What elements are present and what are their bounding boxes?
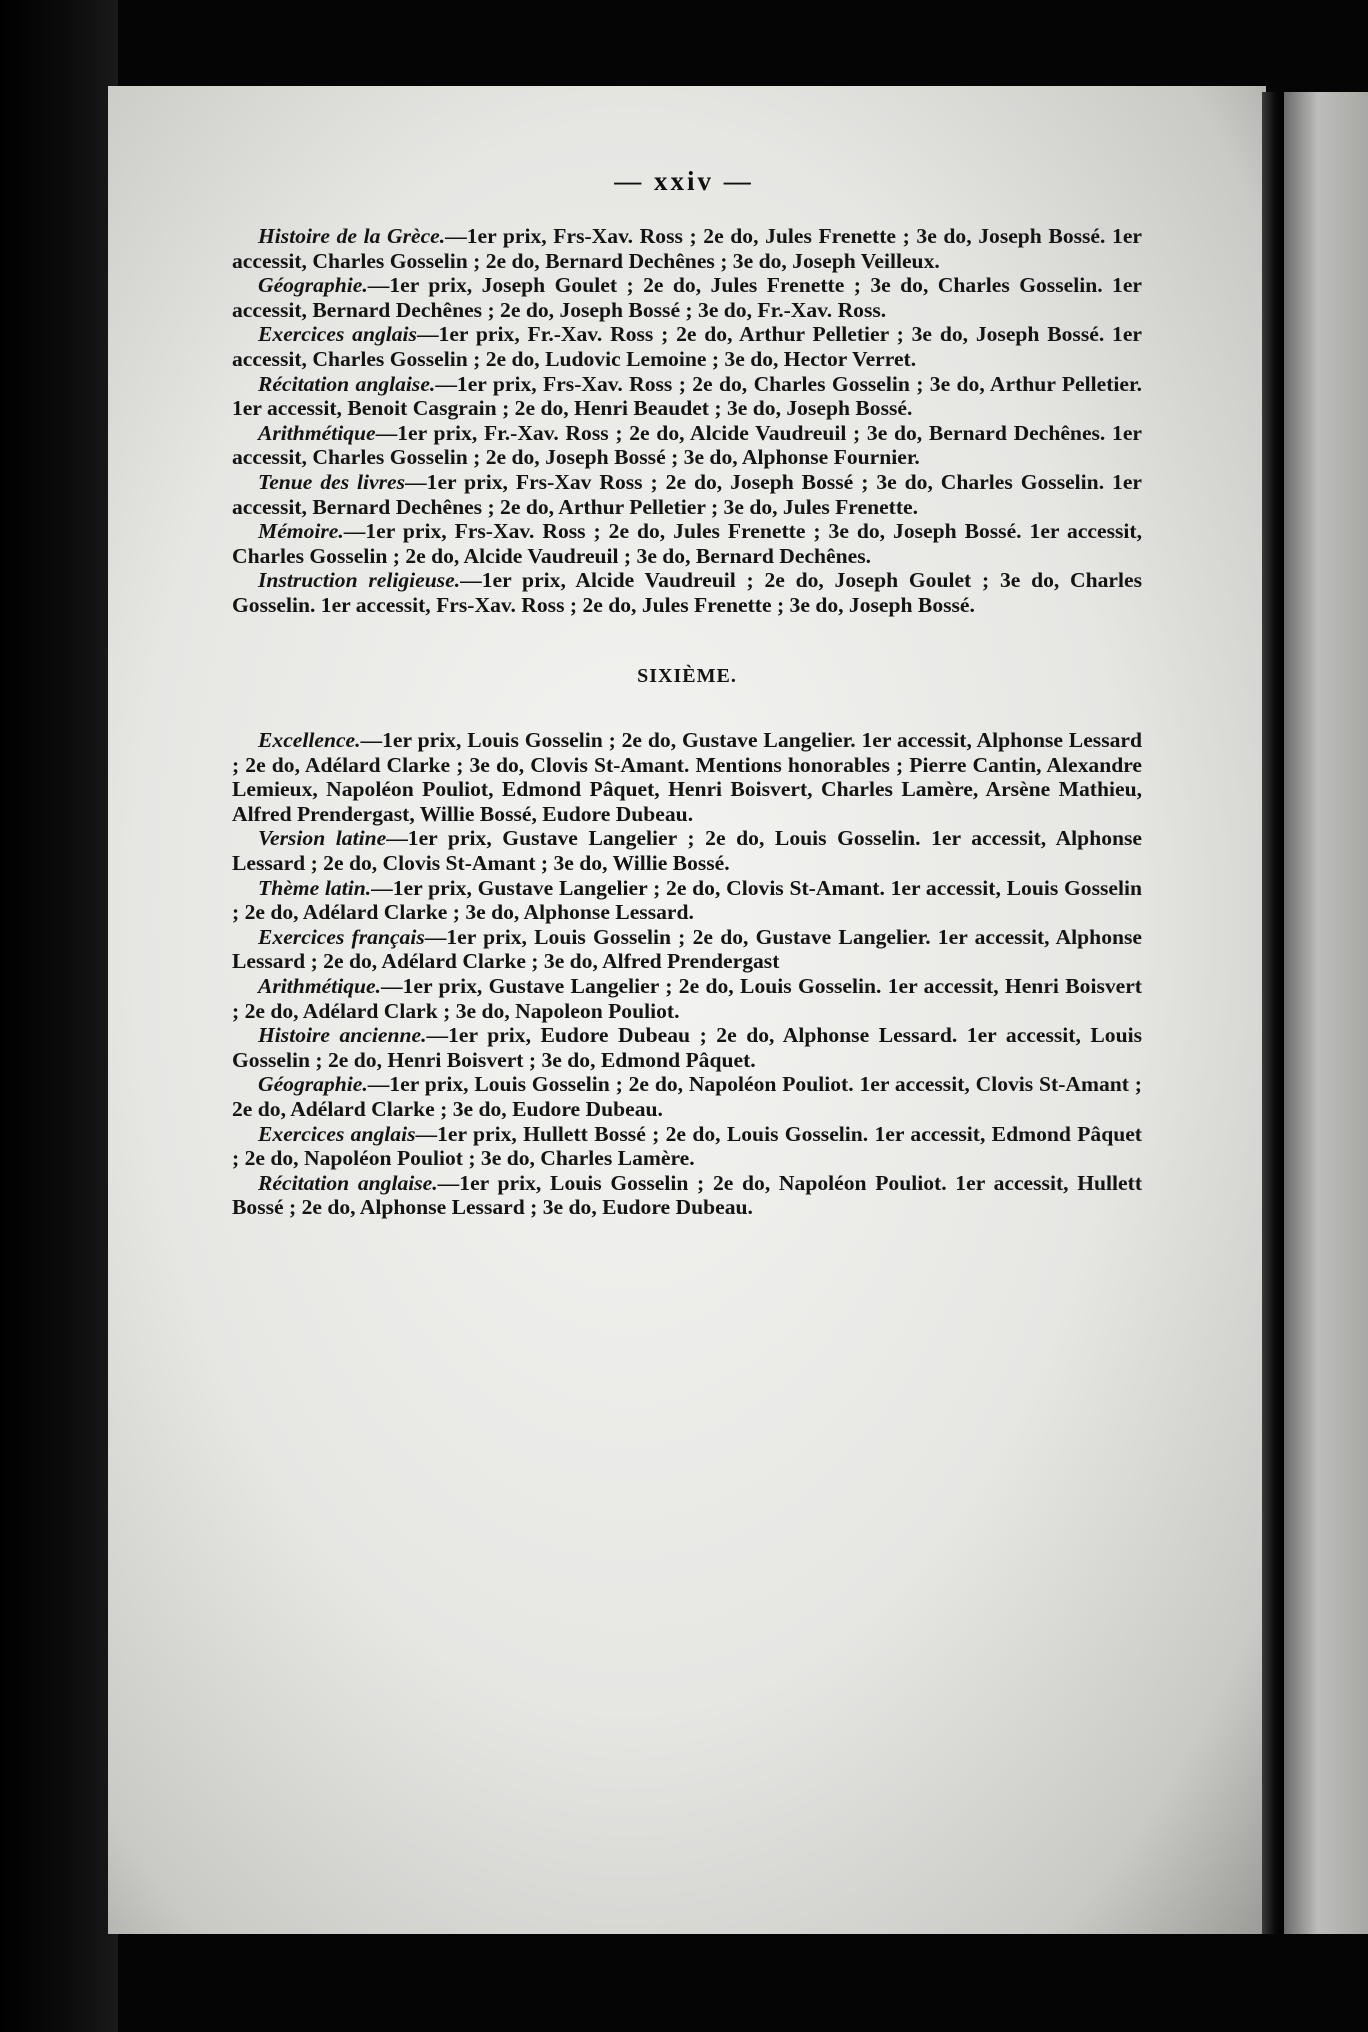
subject-name: Mémoire.: [258, 519, 344, 544]
page-number: — xxiv —: [614, 166, 754, 196]
prize-entry: [232, 1171, 1142, 1220]
prize-section-top: [232, 224, 1142, 618]
prize-entry: [232, 421, 1142, 470]
prize-entry: [232, 273, 1142, 322]
prize-winners: —1er prix, Frs-Xav. Ross ; 2e do, Jules Frenette ; 3e do, Joseph Bossé. 1er accessit, Charles Gosselin ; 2e do, Alcide Vaudreuil ; 3e do, Bernard Dechênes.: [232, 519, 1142, 568]
prize-winners: —1er prix, Fr.-Xav. Ross ; 2e do, Arthur Pelletier ; 3e do, Joseph Bossé. 1er accessit, Charles Gosselin ; 2e do, Ludovic Lemoine ; 3e do, Hector Verret.: [232, 322, 1142, 371]
subject-name: Histoire de la Grèce.: [258, 224, 446, 248]
prize-entry: [232, 322, 1142, 371]
prize-entry: [232, 224, 1142, 273]
subject-name: Thème latin.: [258, 875, 372, 900]
subject-name: Arithmétique.: [258, 974, 381, 999]
microfilm-border-left: [0, 0, 118, 2032]
prize-winners: —1er prix, Fr.-Xav. Ross ; 2e do, Alcide Vaudreuil ; 3e do, Bernard Dechênes. 1er accessit, Charles Gosselin ; 2e do, Joseph Bossé ; 3e do, Alphonse Fournier.: [232, 420, 1142, 470]
prize-entry: [232, 826, 1142, 875]
prize-winners: —1er prix, Frs-Xav. Ross ; 2e do, Jules Frenette ; 3e do, Joseph Bossé. 1er accessit, Charles Gosselin ; 2e do, Bernard Dechênes ; 3e do, Joseph Veilleux.: [232, 224, 1142, 273]
prize-winners: —1er prix, Alcide Vaudreuil ; 2e do, Joseph Goulet ; 3e do, Charles Gosselin. 1er accessit, Frs-Xav. Ross ; 2e do, Jules Frenette ; 3e do, Joseph Bossé.: [232, 568, 1142, 617]
prize-entry: [232, 1122, 1142, 1171]
facing-page-edge: [1284, 92, 1368, 1934]
prize-winners: —1er prix, Louis Gosselin ; 2e do, Napoléon Pouliot. 1er accessit, Hullett Bossé ; 2e do, Alphonse Lessard ; 3e do, Eudore Dubeau.: [232, 1170, 1143, 1220]
subject-name: Récitation anglaise.: [258, 1170, 438, 1195]
subject-name: Excellence.: [258, 728, 361, 753]
prize-entry: [232, 925, 1142, 974]
prize-list: [232, 224, 1142, 1220]
subject-name: Géographie.: [258, 273, 368, 298]
prize-section-sixieme: [232, 728, 1142, 1220]
subject-name: Exercices anglais: [258, 1121, 416, 1146]
prize-entry: [232, 1023, 1142, 1072]
subject-name: Exercices anglais: [258, 322, 417, 347]
prize-winners: —1er prix, Louis Gosselin ; 2e do, Gustave Langelier. 1er accessit, Alphonse Lessard ; 2e do, Adélard Clarke ; 3e do, Clovis St-Amant. Mentions honorables ; Pierre Cantin, Alexandre Lemieux, Napoléon Pouliot, Edmond Pâquet, Henri Boisvert, Charles Lamère, Arsène Mathieu, Alfred Prendergast, Willie Bossé, Eudore Dubeau.: [232, 728, 1142, 826]
prize-winners: —1er prix, Louis Gosselin ; 2e do, Napoléon Pouliot. 1er accessit, Clovis St-Amant ; 2e do, Adélard Clarke ; 3e do, Eudore Dubeau.: [232, 1072, 1142, 1121]
prize-entry: [232, 974, 1142, 1023]
prize-winners: —1er prix, Gustave Langelier ; 2e do, Clovis St-Amant. 1er accessit, Louis Gosselin ; 2e do, Adélard Clarke ; 3e do, Alphonse Lessard.: [232, 875, 1142, 925]
prize-entry: [232, 470, 1142, 519]
prize-winners: —1er prix, Hullett Bossé ; 2e do, Louis Gosselin. 1er accessit, Edmond Pâquet ; 2e do, Napoléon Pouliot ; 3e do, Charles Lamère.: [232, 1121, 1143, 1171]
prize-winners: —1er prix, Eudore Dubeau ; 2e do, Alphonse Lessard. 1er accessit, Louis Gosselin ; 2e do, Henri Boisvert ; 3e do, Edmond Pâquet.: [232, 1023, 1142, 1072]
subject-name: Instruction religieuse.: [258, 568, 461, 593]
prize-winners: —1er prix, Gustave Langelier ; 2e do, Louis Gosselin. 1er accessit, Henri Boisvert ; 2e do, Adélard Clark ; 3e do, Napoleon Pouliot.: [232, 974, 1142, 1023]
subject-name: Récitation anglaise.: [258, 371, 436, 396]
prize-entry: [232, 876, 1142, 925]
prize-entry: [232, 568, 1142, 617]
prize-entry: [232, 372, 1142, 421]
prize-winners: —1er prix, Gustave Langelier ; 2e do, Louis Gosselin. 1er accessit, Alphonse Lessard ; 2e do, Clovis St-Amant ; 3e do, Willie Bossé.: [232, 826, 1142, 876]
section-heading: SIXIÈME.: [637, 664, 737, 687]
prize-entry: [232, 728, 1142, 826]
prize-winners: —1er prix, Louis Gosselin ; 2e do, Gustave Langelier. 1er accessit, Alphonse Lessard ; 2e do, Adélard Clarke ; 3e do, Alfred Prendergast: [232, 924, 1142, 974]
prize-winners: —1er prix, Frs-Xav Ross ; 2e do, Joseph Bossé ; 3e do, Charles Gosselin. 1er accessit, Bernard Dechênes ; 2e do, Arthur Pelletier ; 3e do, Jules Frenette.: [232, 469, 1142, 519]
prize-winners: —1er prix, Joseph Goulet ; 2e do, Jules Frenette ; 3e do, Charles Gosselin. 1er accessit, Bernard Dechênes ; 2e do, Joseph Bossé ; 3e do, Fr.-Xav. Ross.: [232, 273, 1142, 322]
subject-name: Géographie.: [258, 1072, 368, 1097]
subject-name: Arithmétique: [258, 420, 376, 445]
subject-name: Version latine: [258, 826, 387, 851]
subject-name: Histoire ancienne.: [258, 1023, 427, 1048]
subject-name: Exercices français: [258, 924, 425, 949]
subject-name: Tenue des livres: [258, 469, 406, 494]
prize-entry: [232, 1072, 1142, 1121]
prize-entry: [232, 519, 1142, 568]
page-gutter-shadow: [1262, 92, 1284, 1934]
prize-winners: —1er prix, Frs-Xav. Ross ; 2e do, Charles Gosselin ; 3e do, Arthur Pelletier. 1er accessit, Benoit Casgrain ; 2e do, Henri Beaudet ; 3e do, Joseph Bossé.: [232, 371, 1143, 421]
